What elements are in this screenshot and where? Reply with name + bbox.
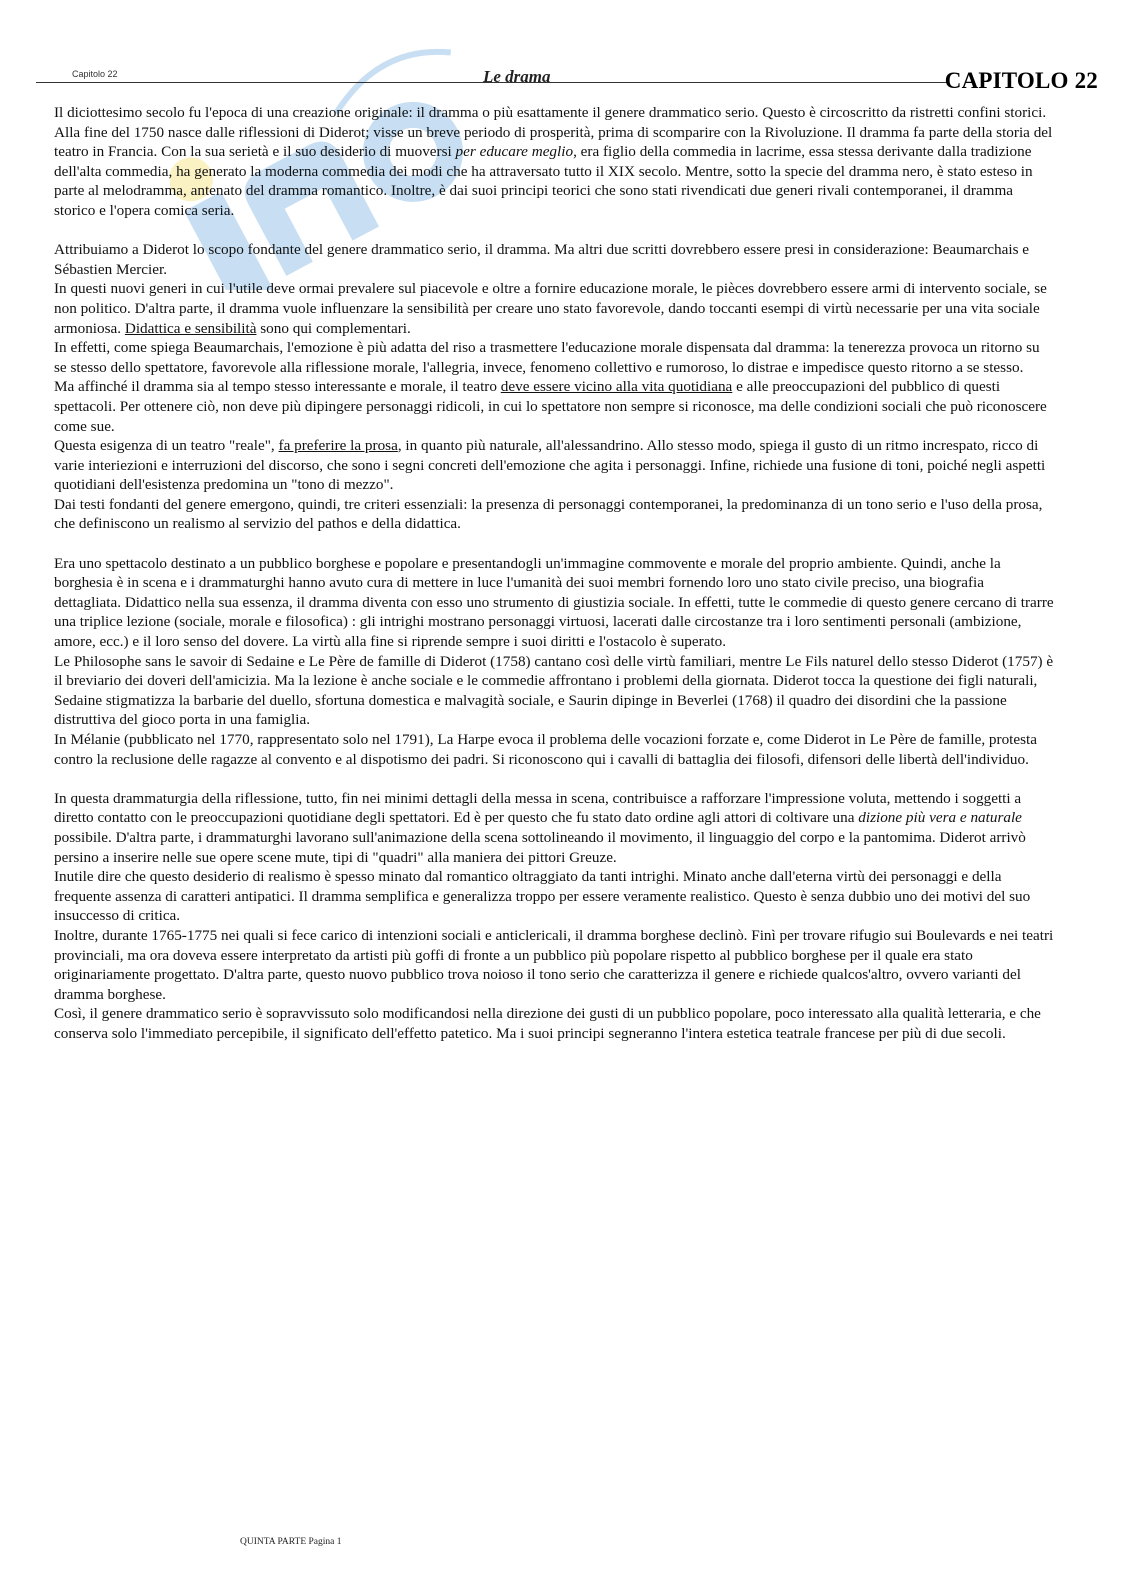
paragraph: Attribuiamo a Diderot lo scopo fondante del genere drammatico serio, il dramma. Ma altri due scritti dovrebbero essere presi in considerazione: Beaumarchais e Sébastien Mercier.	[54, 241, 1030, 278]
underlined-text: Didattica e sensibilità	[124, 319, 257, 337]
document-body	[54, 103, 1054, 1044]
paragraph: Inoltre, durante 1765-1775 nei quali si fece carico di intenzioni sociali e anticlericali, il dramma borghese declinò. Finì per trovare rifugio sui Boulevards e nei teatri provinciali, ma ora doveva essere interpretato da artisti più goffi di fronte a un pubblico più popolare rispetto al pubblico borghese per il quale era stato originariamente progettato. D'altra parte, questo nuovo pubblico trova noioso il tono serio che caratterizza il genere e richiede qualcos'altro, ovvero varianti del dramma borghese.	[54, 926, 1054, 1003]
header-small-label: Capitolo 22	[72, 69, 118, 79]
page-header	[36, 62, 1098, 93]
paragraph: Ma affinché il dramma sia al tempo stesso interessante e morale, il teatro deve essere vicino alla vita quotidiana e alle preoccupazioni del pubblico di questi spettacoli. Per ottenere ciò, non deve più dipingere personaggi ridicoli, in cui lo spettatore non sempre si riconosce, ma delle condizioni sociali che può riconoscere come sue.	[54, 378, 1047, 435]
paragraph: In questi nuovi generi in cui l'utile deve ormai prevalere sul piacevole e oltre a fornire educazione morale, le pièces dovrebbero essere armi di intervento sociale, se non politico. D'altra parte, il dramma vuole influenzare la sensibilità per creare uno stato favorevole, dando toccanti esempi di virtù necessarie per una vita sociale armoniosa. Didattica e sensibilità sono qui complementari.	[54, 280, 1047, 337]
emphasis: dizione più vera e naturale	[858, 809, 1022, 827]
paragraph: Questa esigenza di un teatro "reale", fa preferire la prosa, in quanto più naturale, all'alessandrino. Allo stesso modo, spiega il gusto di un ritmo increspato, ricco di varie interiezioni e interruzioni del discorso, che sono i segni concreti dell'emozione che agita i personaggi. Infine, richiede una fusione di toni, poiché negli aspetti quotidiani dell'esistenza predomina un "tono di mezzo".	[54, 437, 1046, 494]
underlined-text: fa preferire la prosa	[278, 437, 398, 455]
paragraph: Dai testi fondanti del genere emergono, quindi, tre criteri essenziali: la presenza di personaggi contemporanei, la predominanza di un tono serio e l'uso della prosa, che definiscono un realismo al servizio del pathos e della didattica.	[54, 495, 1043, 533]
emphasis: per educare meglio	[455, 143, 574, 161]
paragraph: Inutile dire che questo desiderio di realismo è spesso minato dal romantico oltraggiato da tanti intrighi. Minato anche dall'eterna virtù dei personaggi e della frequente assenza di caratteri antipatici. Il dramma semplifica e generalizza troppo per essere veramente realistico. Questo è senza dubbio uno dei motivi del suo insuccesso di critica.	[54, 868, 1031, 925]
chapter-heading: CAPITOLO 22	[944, 68, 1098, 93]
underlined-text: deve essere vicino alla vita quotidiana	[500, 378, 733, 396]
paragraph: Era uno spettacolo destinato a un pubblico borghese e popolare e presentandogli un'immagine commovente e morale del proprio ambiente. Quindi, anche la borghesia è in scena e i drammaturghi hanno avuto cura di mettere in luce l'umanità dei suoi membri fornendo loro uno stato civile preciso, una biografia dettagliata. Didattico nella sua essenza, il dramma diventa con esso uno strumento di giustizia sociale. In effetti, tutte le commedie di questo genere cercano di trarre una triplice lezione (sociale, morale e filosofica) : gli intrighi mostrano personaggi virtuosi, lacerati dalle circostanze tra i loro sentimenti personali (ambizione, amore, ecc.) e il loro senso del dovere. La virtù alla fine si riprende sempre i suoi diritti e l'ostacolo è superato.	[54, 554, 1054, 651]
paragraph-intro: Il diciottesimo secolo fu l'epoca di una creazione originale: il dramma o più esattamente il genere drammatico serio. Questo è circoscritto da ristretti confini storici. Alla fine del 1750 nasce dalle riflessioni di Diderot; visse un breve periodo di prosperità, prima di scomparire con la Rivoluzione. Il dramma fa parte della storia del teatro in Francia. Con la sua serietà e il suo desiderio di muoversi per educare meglio, era figlio della commedia in lacrime, essa stessa derivante dalla tradizione dell'alta commedia, ha generato la moderna commedia dei modi che ha attraversato tutto il XIX secolo. Mentre, sotto la specie del dramma nero, è stato esteso in parte al melodramma, antenato del dramma romantico. Inoltre, è dai suoi principi teorici che sono stati rivendicati due generi rivali contemporanei, il dramma storico e l'opera comica seria.	[54, 104, 1053, 219]
paragraph: In Mélanie (pubblicato nel 1770, rappresentato solo nel 1791), La Harpe evoca il problema delle vocazioni forzate e, come Diderot in Le Père de famille, protesta contro la reclusione delle ragazze al convento e al dispotismo dei padri. Si riconoscono qui i cavalli di battaglia dei filosofi, difensori delle libertà dell'individuo.	[54, 731, 1038, 768]
paragraph: In questa drammaturgia della riflessione, tutto, fin nei minimi dettagli della messa in scena, contribuisce a rafforzare l'impressione voluta, mettendo i soggetti a diretto contatto con le preoccupazioni quotidiane degli spettatori. Ed è per questo che fu stato dato ordine agli attori di coltivare una dizione più vera e naturale possibile. D'altra parte, i drammaturghi lavorano sull'animazione della scena sottolineando il movimento, il linguaggio del corpo e la pantomima. Diderot arrivò persino a inserire nelle sue opere scene mute, tipi di "quadri" alla maniera dei pittori Greuze.	[54, 789, 1026, 866]
paragraph: Le Philosophe sans le savoir di Sedaine e Le Père de famille di Diderot (1758) cantano così delle virtù familiari, mentre Le Fils naturel dello stesso Diderot (1757) è il breviario dei doveri dell'amicizia. Ma la lezione è anche sociale e le commedie affrontano i problemi della giornata. Diderot tocca la questione dei figli naturali, Sedaine stigmatizza la barbarie del duello, sfortuna domestica e malvagità sociale, e Saurin dipinge in Beverlei (1768) il quadro dei disordini che la passione distruttiva del gioco porta in una famiglia.	[54, 652, 1054, 729]
paragraph: Così, il genere drammatico serio è sopravvissuto solo modificandosi nella direzione dei gusti di un pubblico popolare, poco interessato alla qualità letteraria, e che conserva solo l'immediato percepibile, il significato dell'effetto patetico. Ma i suoi principi segneranno l'intera estetica teatrale francese per più di due secoli.	[54, 1005, 1041, 1042]
page-footer: QUINTA PARTE Pagina 1	[240, 1537, 342, 1547]
header-title: Le drama	[483, 67, 551, 86]
paragraph: In effetti, come spiega Beaumarchais, l'emozione è più adatta del riso a trasmettere l'educazione morale dispensata dal dramma: la tenerezza provoca un ritorno su se stesso dello spettatore, favorevole alla riflessione morale, l'allegria, invece, fenomeno collettivo e rumoroso, lo distrae e impedisce questo ritorno a se stesso.	[54, 339, 1040, 376]
